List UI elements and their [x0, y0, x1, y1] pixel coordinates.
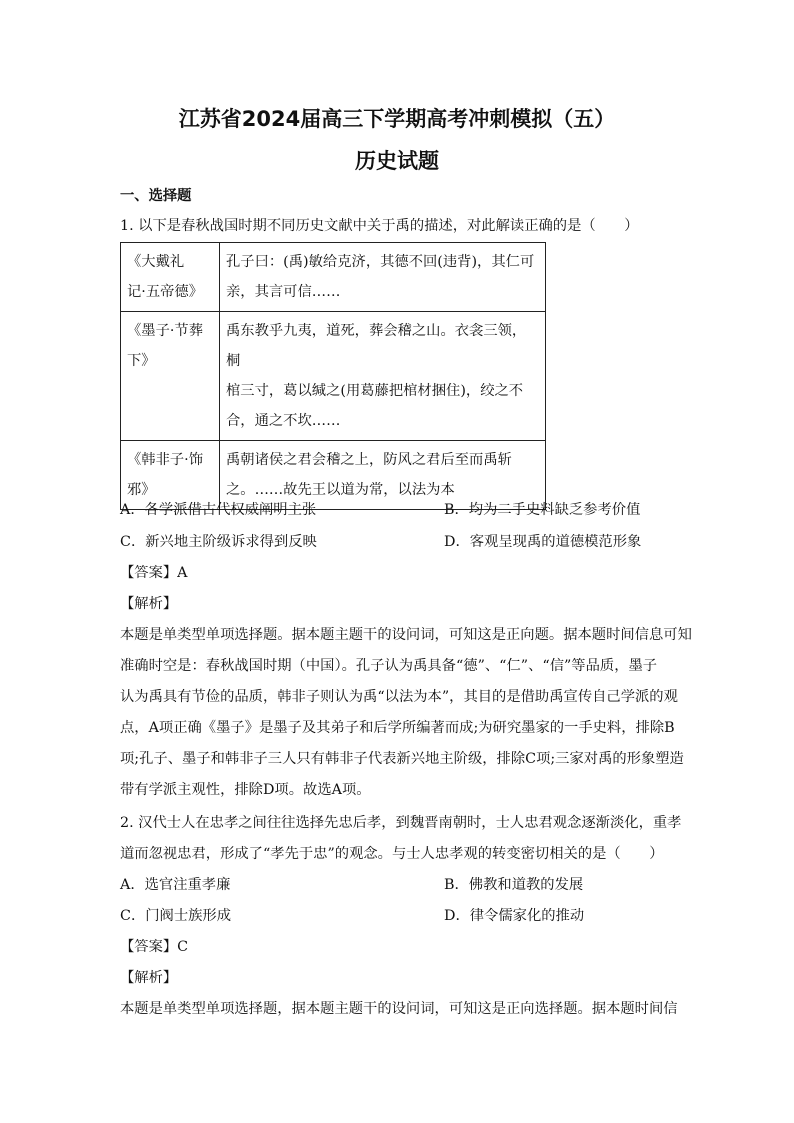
q1-analysis-line: 准确时空是：春秋战国时期（中国）。孔子认为禹具备“德”、“仁”、“信”等品质，墨子 — [120, 658, 658, 674]
q1-option-d: D．客观呈现禹的道德模范形象 — [444, 534, 642, 550]
q2-option-c: C．门阀士族形成 — [120, 908, 232, 924]
q1-analysis-label: 【解析】 — [120, 596, 178, 612]
document-subtitle: 历史试题 — [355, 149, 439, 173]
book-line: 下》 — [127, 353, 156, 369]
text-line: 禹朝诸侯之君会稽之上，防风之君后至而禹斩 — [226, 452, 512, 468]
q1-stem: 1. 以下是春秋战国时期不同历史文献中关于禹的描述，对此解读正确的是（ ） — [120, 218, 639, 234]
table-cell-book — [121, 243, 220, 312]
q2-answer: 【答案】C — [120, 939, 189, 955]
q2-option-b: B．佛教和道教的发展 — [444, 877, 584, 893]
text-line: 合，通之不坎…… — [226, 413, 341, 429]
q1-analysis-line: 本题是单类型单项选择题。据本题主题干的设问词，可知这是正向题。据本题时间信息可知 — [120, 627, 692, 643]
table-row — [121, 243, 546, 312]
q1-answer: 【答案】A — [120, 565, 188, 581]
table-row — [121, 312, 546, 441]
document-title: 江苏省2024届高三下学期高考冲刺模拟（五） — [178, 107, 616, 131]
q1-option-b: B．均为二手史料缺乏参考价值 — [444, 502, 641, 518]
book-line: 《韩非子·饰 — [127, 452, 204, 468]
q1-analysis-line: 项;孔子、墨子和韩非子三人只有韩非子代表新兴地主阶级，排除C项;三家对禹的形象塑造 — [120, 751, 684, 767]
q2-option-a: A．选官注重孝廉 — [120, 877, 231, 893]
text-line: 禹东教乎九夷，道死，葬会稽之山。衣衾三领，桐 — [226, 323, 527, 369]
q2-stem-line: 道而忽视忠君，形成了“孝先于忠”的观念。与士人忠孝观的转变密切相关的是（ ） — [120, 846, 664, 862]
book-line: 《墨子·节葬 — [127, 323, 204, 339]
book-line: 《大戴礼 — [127, 254, 185, 270]
q1-analysis-line: 带有学派主观性，排除D项。故选A项。 — [120, 782, 371, 798]
q2-analysis-line: 本题是单类型单项选择题，据本题主题干的设问词，可知这是正向选择题。据本题时间信 — [120, 1001, 678, 1017]
q2-stem-line: 2. 汉代士人在忠孝之间往往选择先忠后孝，到魏晋南朝时，士人忠君观念逐渐淡化，重孝 — [120, 815, 682, 831]
q1-option-a: A．各学派借古代权威阐明主张 — [120, 502, 317, 518]
section-heading: 一、选择题 — [120, 188, 192, 204]
q1-analysis-line: 点，A项正确《墨子》是墨子及其弟子和后学所编著而成;为研究墨家的一手史料，排除B — [120, 720, 675, 736]
table-cell-book — [121, 312, 220, 441]
book-line: 邪》 — [127, 482, 156, 498]
q1-option-c: C．新兴地主阶级诉求得到反映 — [120, 534, 317, 550]
book-line: 记·五帝德》 — [127, 284, 204, 300]
q2-option-d: D．律令儒家化的推动 — [444, 908, 585, 924]
text-line: 孔子曰：(禹)敏给克济，其德不回(违背)，其仁可 — [226, 254, 535, 270]
text-line: 棺三寸，葛以缄之(用葛藤把棺材捆住)，绞之不 — [226, 383, 524, 399]
q1-source-table — [120, 242, 546, 510]
text-line: 之。……故先王以道为常，以法为本 — [226, 482, 455, 498]
q1-analysis-line: 认为禹具有节俭的品质，韩非子则认为禹“以法为本”，其目的是借助禹宣传自己学派的观 — [120, 689, 678, 705]
table-cell-text — [220, 312, 546, 441]
table-cell-text — [220, 243, 546, 312]
text-line: 亲，其言可信…… — [226, 284, 341, 300]
q2-analysis-label: 【解析】 — [120, 970, 178, 986]
